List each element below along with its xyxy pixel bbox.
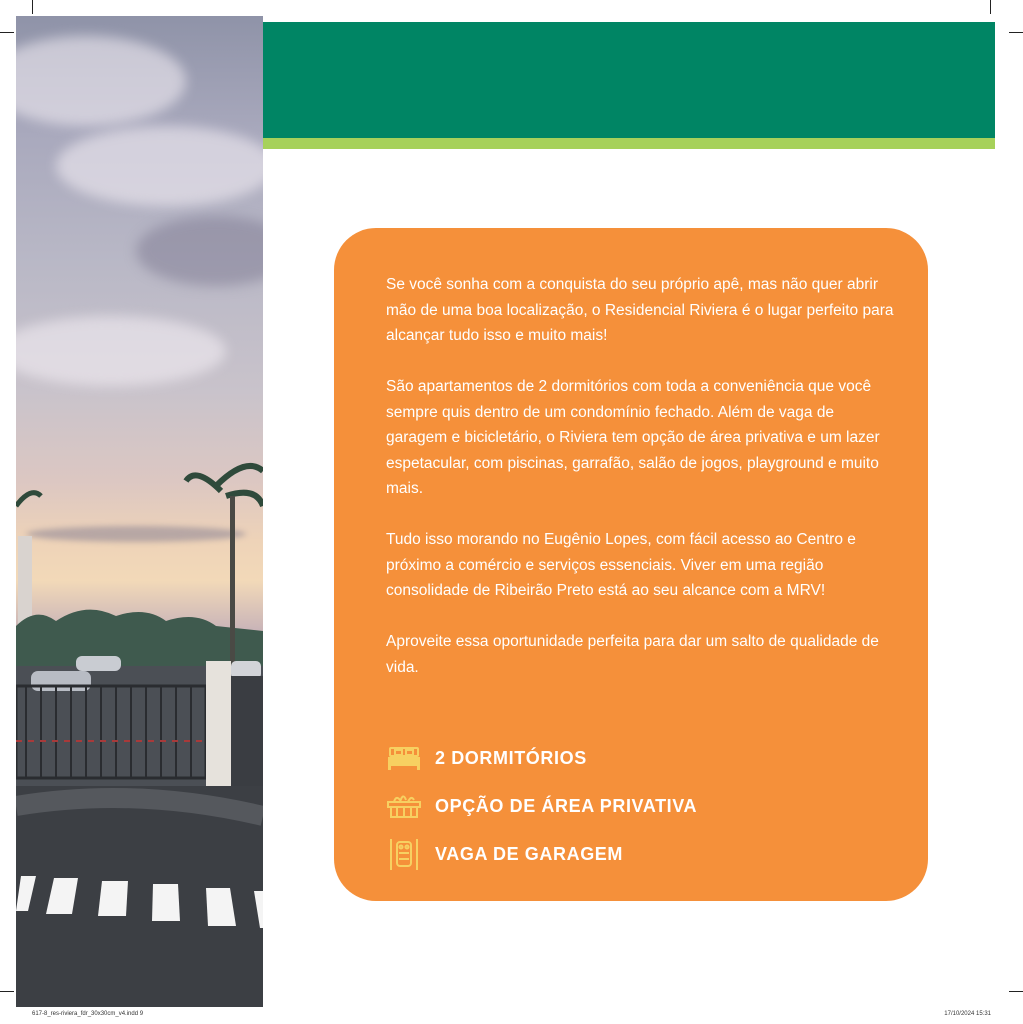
intro-text <box>386 272 896 706</box>
intro-paragraph: Tudo isso morando no Eugênio Lopes, com fácil acesso ao Centro e próximo a comércio e serviços essenciais. Viver em uma região consolidade de Ribeirão Preto está ao seu alcance com a MRV! <box>386 531 856 599</box>
intro-paragraph: São apartamentos de 2 dormitórios com toda a conveniência que você sempre quis dentro de um condomínio fechado. Além de vaga de garagem e bicicletário, o Riviera tem opção de área privativa e um lazer espetacular, com piscinas, garrafão, salão de jogos, playground e muito mais. <box>386 378 880 497</box>
parking-icon <box>386 836 422 872</box>
intro-paragraph: Aproveite essa oportunidade perfeita para dar um salto de qualidade de vida. <box>386 633 879 676</box>
crop-mark <box>32 0 33 14</box>
print-file-label: 617-8_res-riviera_fdr_30x30cm_v4.indd 9 <box>32 1011 144 1017</box>
header-accent-line <box>263 138 995 149</box>
photo-scene <box>16 16 263 1007</box>
feature-bedrooms <box>386 734 697 782</box>
feature-private-area <box>386 782 697 830</box>
info-card <box>334 228 928 901</box>
bed-icon <box>386 740 422 776</box>
planter-icon <box>386 788 422 824</box>
crop-mark <box>990 0 991 14</box>
feature-label: 2 DORMITÓRIOS <box>435 747 587 768</box>
feature-label: OPÇÃO DE ÁREA PRIVATIVA <box>435 795 698 816</box>
header-green-bar <box>263 22 995 138</box>
crop-mark <box>1009 32 1023 33</box>
crop-mark <box>0 991 14 992</box>
crop-mark <box>0 32 14 33</box>
feature-parking <box>386 830 697 878</box>
crop-mark <box>1009 991 1023 992</box>
print-timestamp: 17/10/2024 15:31 <box>944 1011 991 1017</box>
condominium-entrance-photo <box>16 16 263 1007</box>
feature-list <box>386 734 697 878</box>
intro-paragraph: Se você sonha com a conquista do seu próprio apê, mas não quer abrir mão de uma boa localização, o Residencial Riviera é o lugar perfeito para alcançar tudo isso e muito mais! <box>386 276 894 344</box>
feature-label: VAGA DE GARAGEM <box>435 843 624 864</box>
